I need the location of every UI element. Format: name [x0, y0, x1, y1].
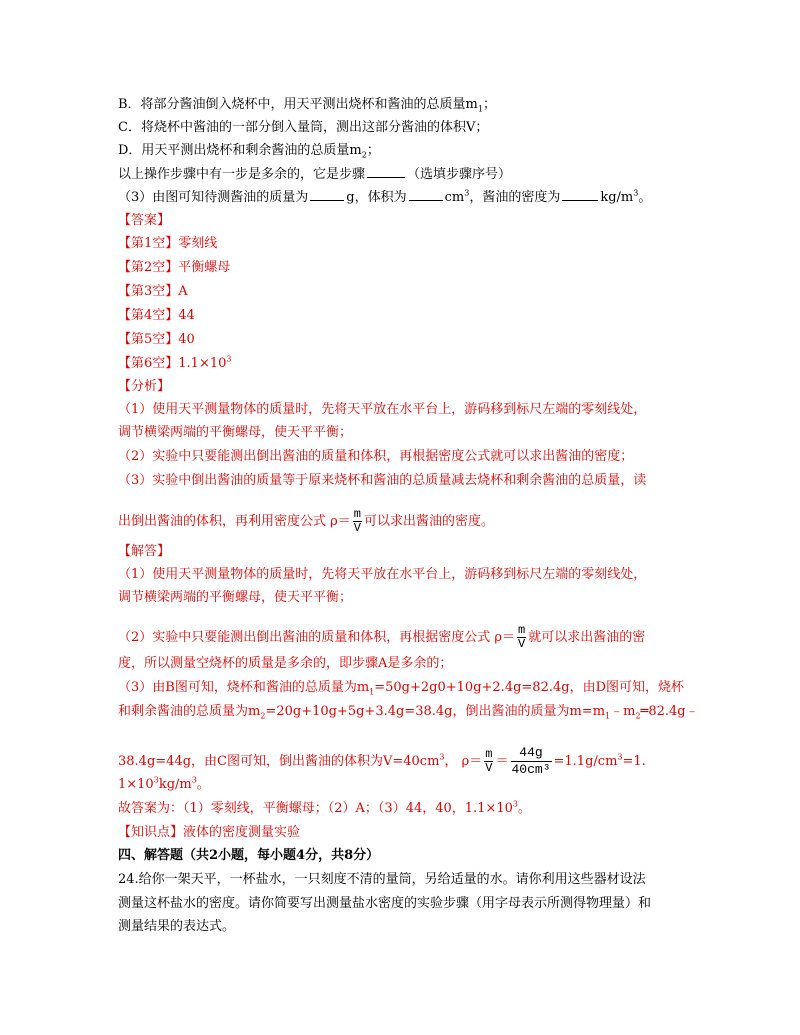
answer-blank	[409, 187, 443, 201]
answer-header: 【答案】	[118, 213, 171, 228]
solution-text: （3）由B图可知，烧杯和酱油的总质量为$m_1=50g+2g0+10g+2.4g=82.4g$，由D图可知，烧杯	[118, 680, 684, 697]
solution-text: （1）使用天平测量物体的质量时，先将天平放在水平台上，游码移到标尺左端的零刻线处，	[118, 567, 647, 582]
answer-blank	[367, 164, 405, 178]
final-answer: 故答案为：（1）零刻线，平衡螺母；（2）A；（3）44，40，$1.1\times 10^3$。	[118, 799, 532, 816]
section-heading: 四、解答题（共2小题，每小题4分，共8分）	[118, 848, 380, 863]
question-3: （3）由图可知待测酱油的质量为 g，体积为 $cm^3$，酱油的密度为 $kg/m^3$。	[118, 188, 652, 205]
answer-blank	[310, 187, 344, 201]
question-24: 测量结果的表达式。	[118, 919, 236, 934]
step-c: C．将烧杯中酱油的一部分倒入量筒，测出这部分酱油的体积V；	[118, 120, 489, 135]
density-formula: $\frac{m}{V}$	[518, 623, 526, 651]
answer-item: 【第6空】$1.1\times 10^3$	[118, 354, 232, 371]
analysis-header: 【分析】	[118, 379, 171, 394]
answer-item: 【第1空】零刻线	[118, 236, 218, 251]
knowledge-point: 【知识点】液体的密度测量实验	[118, 825, 301, 840]
solution-header: 【解答】	[118, 544, 171, 559]
density-formula: $\frac{m}{V}$	[485, 747, 493, 775]
question-24: 24.给你一架天平，一杯盐水，一只刻度不清的量筒，另给适量的水。请你利用这些器材设法	[118, 872, 646, 887]
density-calculation: $\frac{44g}{\text{40cm³}}$	[511, 745, 551, 777]
analysis-text: （1）使用天平测量物体的质量时，先将天平放在水平台上，游码移到标尺左端的零刻线处，	[118, 402, 647, 417]
analysis-formula-line: 出倒出酱油的体积，再利用密度公式 ρ＝ $\frac{m}{V}$ 可以求出酱油的密度。	[118, 507, 494, 535]
analysis-text: （3）实验中倒出酱油的质量等于原来烧杯和酱油的总质量减去烧杯和剩余酱油的总质量，读	[118, 473, 647, 488]
answer-item: 【第3空】A	[118, 284, 188, 299]
density-formula: $\frac{m}{V}$	[353, 507, 361, 535]
solution-text: 调节横梁两端的平衡螺母，使天平平衡；	[118, 590, 353, 605]
answer-item: 【第4空】44	[118, 308, 195, 323]
step-b: B．将部分酱油倒入烧杯中，用天平测出烧杯和酱油的总质量$m_1$；	[118, 97, 496, 114]
step-d: D．用天平测出烧杯和剩余酱油的总质量$m_2$；	[118, 143, 380, 160]
extra-step-question: 以上操作步骤中有一步是多余的，它是步骤 （选填步骤序号）	[118, 164, 511, 184]
answer-item: 【第2空】平衡螺母	[118, 260, 231, 275]
analysis-text: 调节横梁两端的平衡螺母，使天平平衡；	[118, 425, 353, 440]
analysis-text: （2）实验中只要能测出倒出酱油的质量和体积，再根据密度公式就可以求出酱油的密度；	[118, 449, 634, 464]
answer-item: 【第5空】40	[118, 332, 195, 347]
answer-blank	[562, 187, 598, 201]
solution-text: $1\times 10^3kg/m^3$。	[118, 775, 210, 792]
solution-formula-line: （2）实验中只要能测出倒出酱油的质量和体积，再根据密度公式 ρ＝ $\frac{m}{V}$ 就可以求出酱油的密	[118, 623, 646, 651]
solution-text: 和剩余酱油的总质量为$m_2=20g+10g+5g+3.4g=38.4g$，倒出酱油的质量为$m=m_1﹣m_2═82.4g﹣$	[118, 704, 699, 721]
question-24: 测量这杯盐水的密度。请你简要写出测量盐水密度的实验步骤（用字母表示所测得物理量）和	[118, 896, 652, 911]
solution-text: 度，所以测量空烧杯的质量是多余的，即步骤A是多余的；	[118, 656, 453, 671]
solution-formula-line: 38.4g=44g，由C图可知，倒出酱油的体积为$V=40cm^3$， ρ＝ $\frac{m}{V}$ ＝ $\frac{44g}{\text{40cm³}}$ $=1.1g/cm^3=1$.	[118, 745, 646, 777]
